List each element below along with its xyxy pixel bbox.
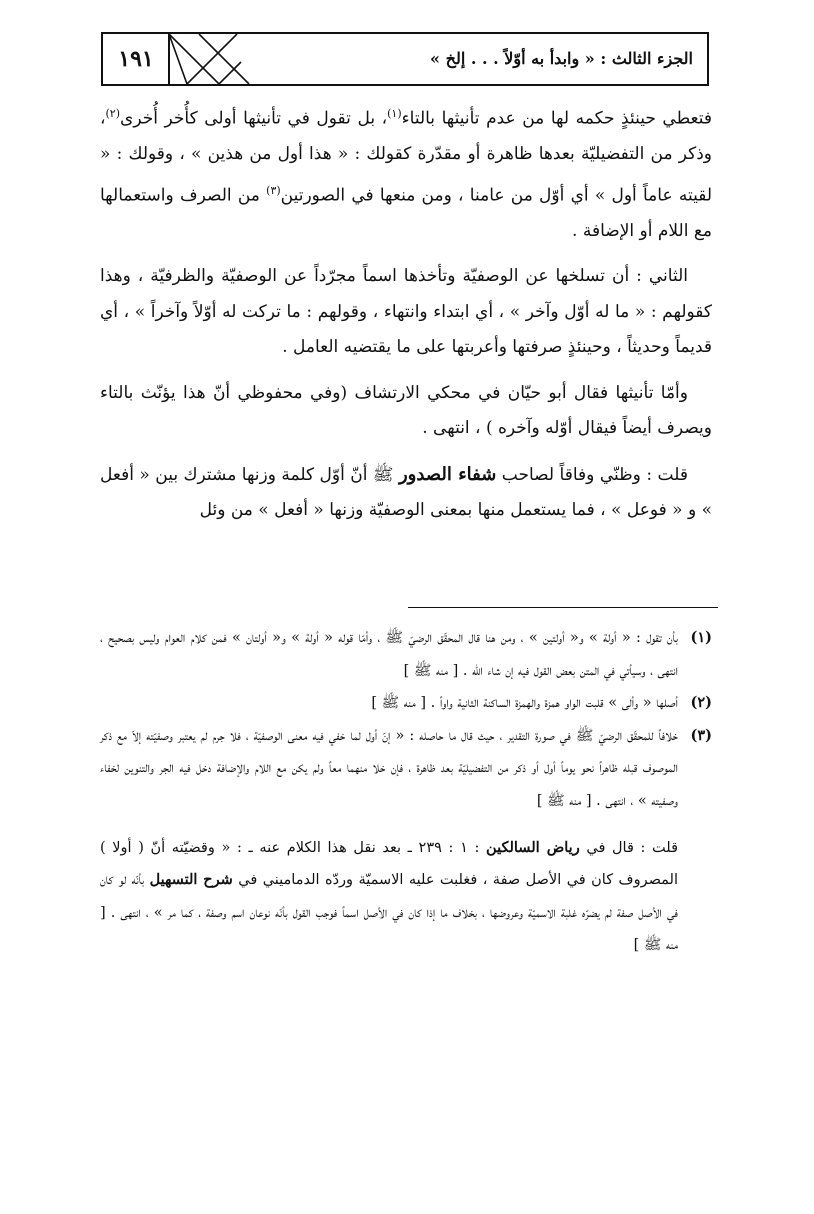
paragraph-4-after: ﷺ أنّ أوّل كلمة وزنها مشترك بين « أفعل » و « فوعل » ، فما يستعمل منها بمعنى الوصفيّة وزنها « أفعل » من وئل: [100, 464, 712, 521]
book-title-riyad: رياض السالكين: [486, 838, 580, 856]
footnote-number: (١): [690, 629, 712, 646]
paragraph-1-part-1: فتعطي حينئذٍ حكمه لها من عدم تأنيثها بالتاء: [401, 108, 712, 129]
footnote: [100, 687, 712, 720]
footnote-number: (٢): [690, 694, 712, 711]
footnote: [100, 622, 712, 687]
book-title-sharh-tashil: شرح التسهيل: [149, 871, 233, 888]
footnote-3-continuation: [100, 832, 712, 962]
paragraph-1: [100, 96, 712, 249]
footnote-ref-2: (٢): [105, 107, 121, 120]
page-number: ١٩١: [118, 46, 154, 72]
book-title-shifa-al-sudur: شفاء الصدور: [398, 463, 497, 485]
paragraph-4-before: قلت : وظنّي وفاقاً لصاحب: [501, 464, 688, 485]
footnote: [100, 720, 712, 818]
paragraph-1-part-3: ، وذكر من التفضيليّة بعدها ظاهرة أو مقدّرة كقولك : « هذا أول من هذين » ، وقولك : « لقيته عاماً أول » أي أوّل من عامنا ، ومن منعها في الصورتين: [100, 108, 713, 206]
footnote-number: (٣): [690, 726, 712, 744]
footnote-text: خلافاً للمحقّق الرضيّ ﷺ في صورة التقدير ، حيث قال ما حاصله : « إنّ أول لما خفي فيه معنى الوصفيّة ، فلا جرم لم يعتبر وصفيّته إلاّ مع ذكر الموصوف قبله ظاهراً نحو يوماً أول أو ذكر من التفضيليّة بعد ظاهرة ، فإن خلا منهما معاً ولم يكن مع اللام والإضافة دخل فيه الجر والتنوين لخفاء وصفيته » ، انتهى . [ منه ﷺ ]: [100, 727, 678, 809]
paragraph-2: الثاني : أن تسلخها عن الوصفيّة وتأخذها اسماً مجرّداً عن الوصفيّة والظرفيّة ، وهذا كقولهم : « ما له أوّل وآخر » ، أي ابتداء وانتهاء ، وقولهم : ما تركت له أوّلاً وآخراً » ، أي قديماً وحديثاً ، وحينئذٍ صرفتها وأعربتها على ما يقتضيه العامل .: [100, 266, 712, 358]
footnotes: [100, 622, 712, 976]
page-header: [101, 32, 709, 86]
footnote-text: أصلها « وألى » قلبت الواو همزة والهمزة الساكنة الثانية واواً . [ منه ﷺ ]: [371, 695, 678, 711]
main-text: [100, 96, 712, 539]
paragraph-3: وأمّا تأنيثها فقال أبو حيّان في محكي الارتشاف (وفي محفوظي أنّ هذا يؤنّث بالتاء ويصرف أيضاً فيقال أوّله وآخره ) ، انتهى .: [100, 382, 712, 439]
paragraph-1-part-2: ، بل تقول في تأنيثها أولى كأُخر أُخرى: [120, 108, 388, 129]
footnote-ref-1: (١): [387, 107, 402, 120]
paragraph-1-part-4: من الصرف واستعمالها مع اللام أو الإضافة .: [100, 185, 712, 241]
footnote-separator: [408, 607, 718, 608]
paragraph-4: [100, 457, 712, 529]
running-title: الجزء الثالث : « وابدأ به أوّلاً . . . إلخ »: [430, 49, 693, 68]
continuation-end: بأنّه لو كان في الأصل صفة لم يضرّه غلبة الاسميّة وعروضها ، بخلاف ما إذا كان في الأصل اسماً فوجب القول بأنّه نوعان اسم وصفة ، كما مر » ، انتهى . [ منه ﷺ ]: [100, 872, 678, 953]
footnote-ref-3: (٣): [266, 183, 281, 197]
continuation-before: قلت : قال في: [586, 839, 679, 856]
continuation-middle: : ١ : ٢٣٩ ـ بعد نقل هذا الكلام عنه ـ : « وقضيّته أنّ ( أولا ) المصروف كان في الأصل صفة ، فغلبت عليه الاسميّة وردّه الدماميني في: [100, 839, 678, 888]
footnote-text: بأن تقول : « أولة » و« أولتين » ، ومن هنا قال المحقّق الرضيّ ﷺ ، وأمّا قوله « أولة » و« أولتان » فمن كلام العوام وليس بصحيح ، انتهى ، وسيأتي في المتن بعض القول فيه إن شاء الله . [ منه ﷺ ]: [100, 630, 678, 679]
